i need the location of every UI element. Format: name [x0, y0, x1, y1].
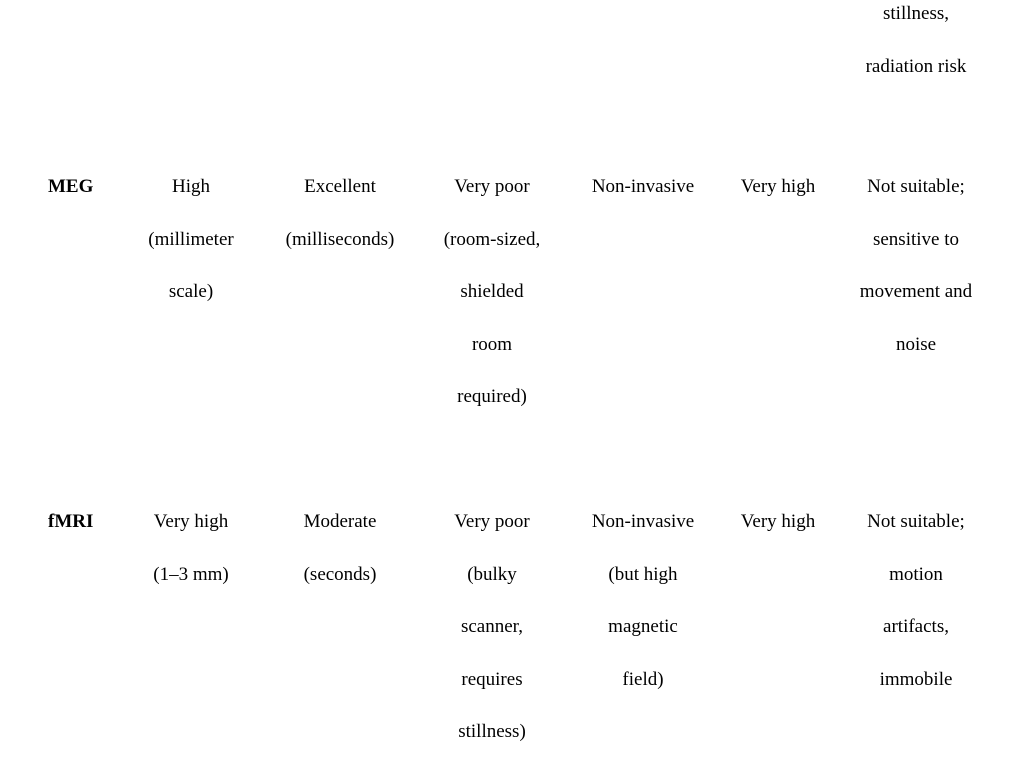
cell-line: shielded [460, 281, 524, 302]
cell-line: stillness) [458, 721, 526, 742]
table-cell [427, 161, 557, 424]
cell-line: sensitive to [872, 228, 960, 250]
cell-line: Non-invasive [591, 511, 695, 532]
cell-line: scale) [168, 281, 214, 302]
cell-line: motion [889, 563, 943, 585]
cell-line: (room-sized, [443, 228, 541, 250]
cell-line: (1–3 mm) [153, 563, 229, 585]
table-cell [268, 161, 412, 266]
table-cell [840, 496, 992, 706]
cell-line: High [172, 176, 210, 197]
cell-line: movement and [859, 281, 973, 302]
cell-line: (milliseconds) [285, 228, 395, 250]
cell-line: required) [457, 386, 527, 407]
row-header: fMRI [48, 511, 94, 532]
cell-line: Excellent [304, 176, 376, 197]
cell-line: Very high [740, 176, 816, 197]
cell-line: requires [461, 668, 523, 690]
cell-line: scanner, [460, 616, 523, 637]
cell-line: Not suitable; [867, 176, 965, 197]
cell-line: (seconds) [303, 563, 377, 585]
table-cell [724, 496, 832, 549]
table-cell [268, 496, 412, 601]
cell-line: field) [622, 668, 664, 690]
table-cell [427, 496, 557, 759]
row-header: MEG [48, 176, 94, 197]
cell-line: noise [895, 333, 937, 355]
cell-line: (bulky [467, 563, 517, 585]
cell-line: (but high [608, 563, 678, 585]
cell-line: stillness, [883, 3, 949, 24]
cell-line: room [471, 333, 513, 355]
cell-line: magnetic [608, 616, 678, 637]
cell-line: radiation risk [865, 55, 967, 77]
table-cell [126, 161, 256, 319]
cell-line: Very high [740, 511, 816, 532]
table-cell [840, 0, 992, 93]
cell-line: Very poor [454, 511, 530, 532]
table-cell [724, 161, 832, 214]
table-cell [840, 161, 992, 371]
cell-line: (millimeter [148, 228, 234, 250]
table-cell [574, 496, 712, 706]
cell-line: Very poor [454, 176, 530, 197]
cell-line: Not suitable; [867, 511, 965, 532]
table-cell [126, 496, 256, 601]
cell-line: immobile [879, 668, 953, 690]
cell-line: Moderate [303, 511, 377, 532]
cell-line: Very high [153, 511, 229, 532]
cell-line: Non-invasive [591, 176, 695, 197]
table-cell [574, 161, 712, 214]
cell-line: artifacts, [883, 616, 949, 637]
